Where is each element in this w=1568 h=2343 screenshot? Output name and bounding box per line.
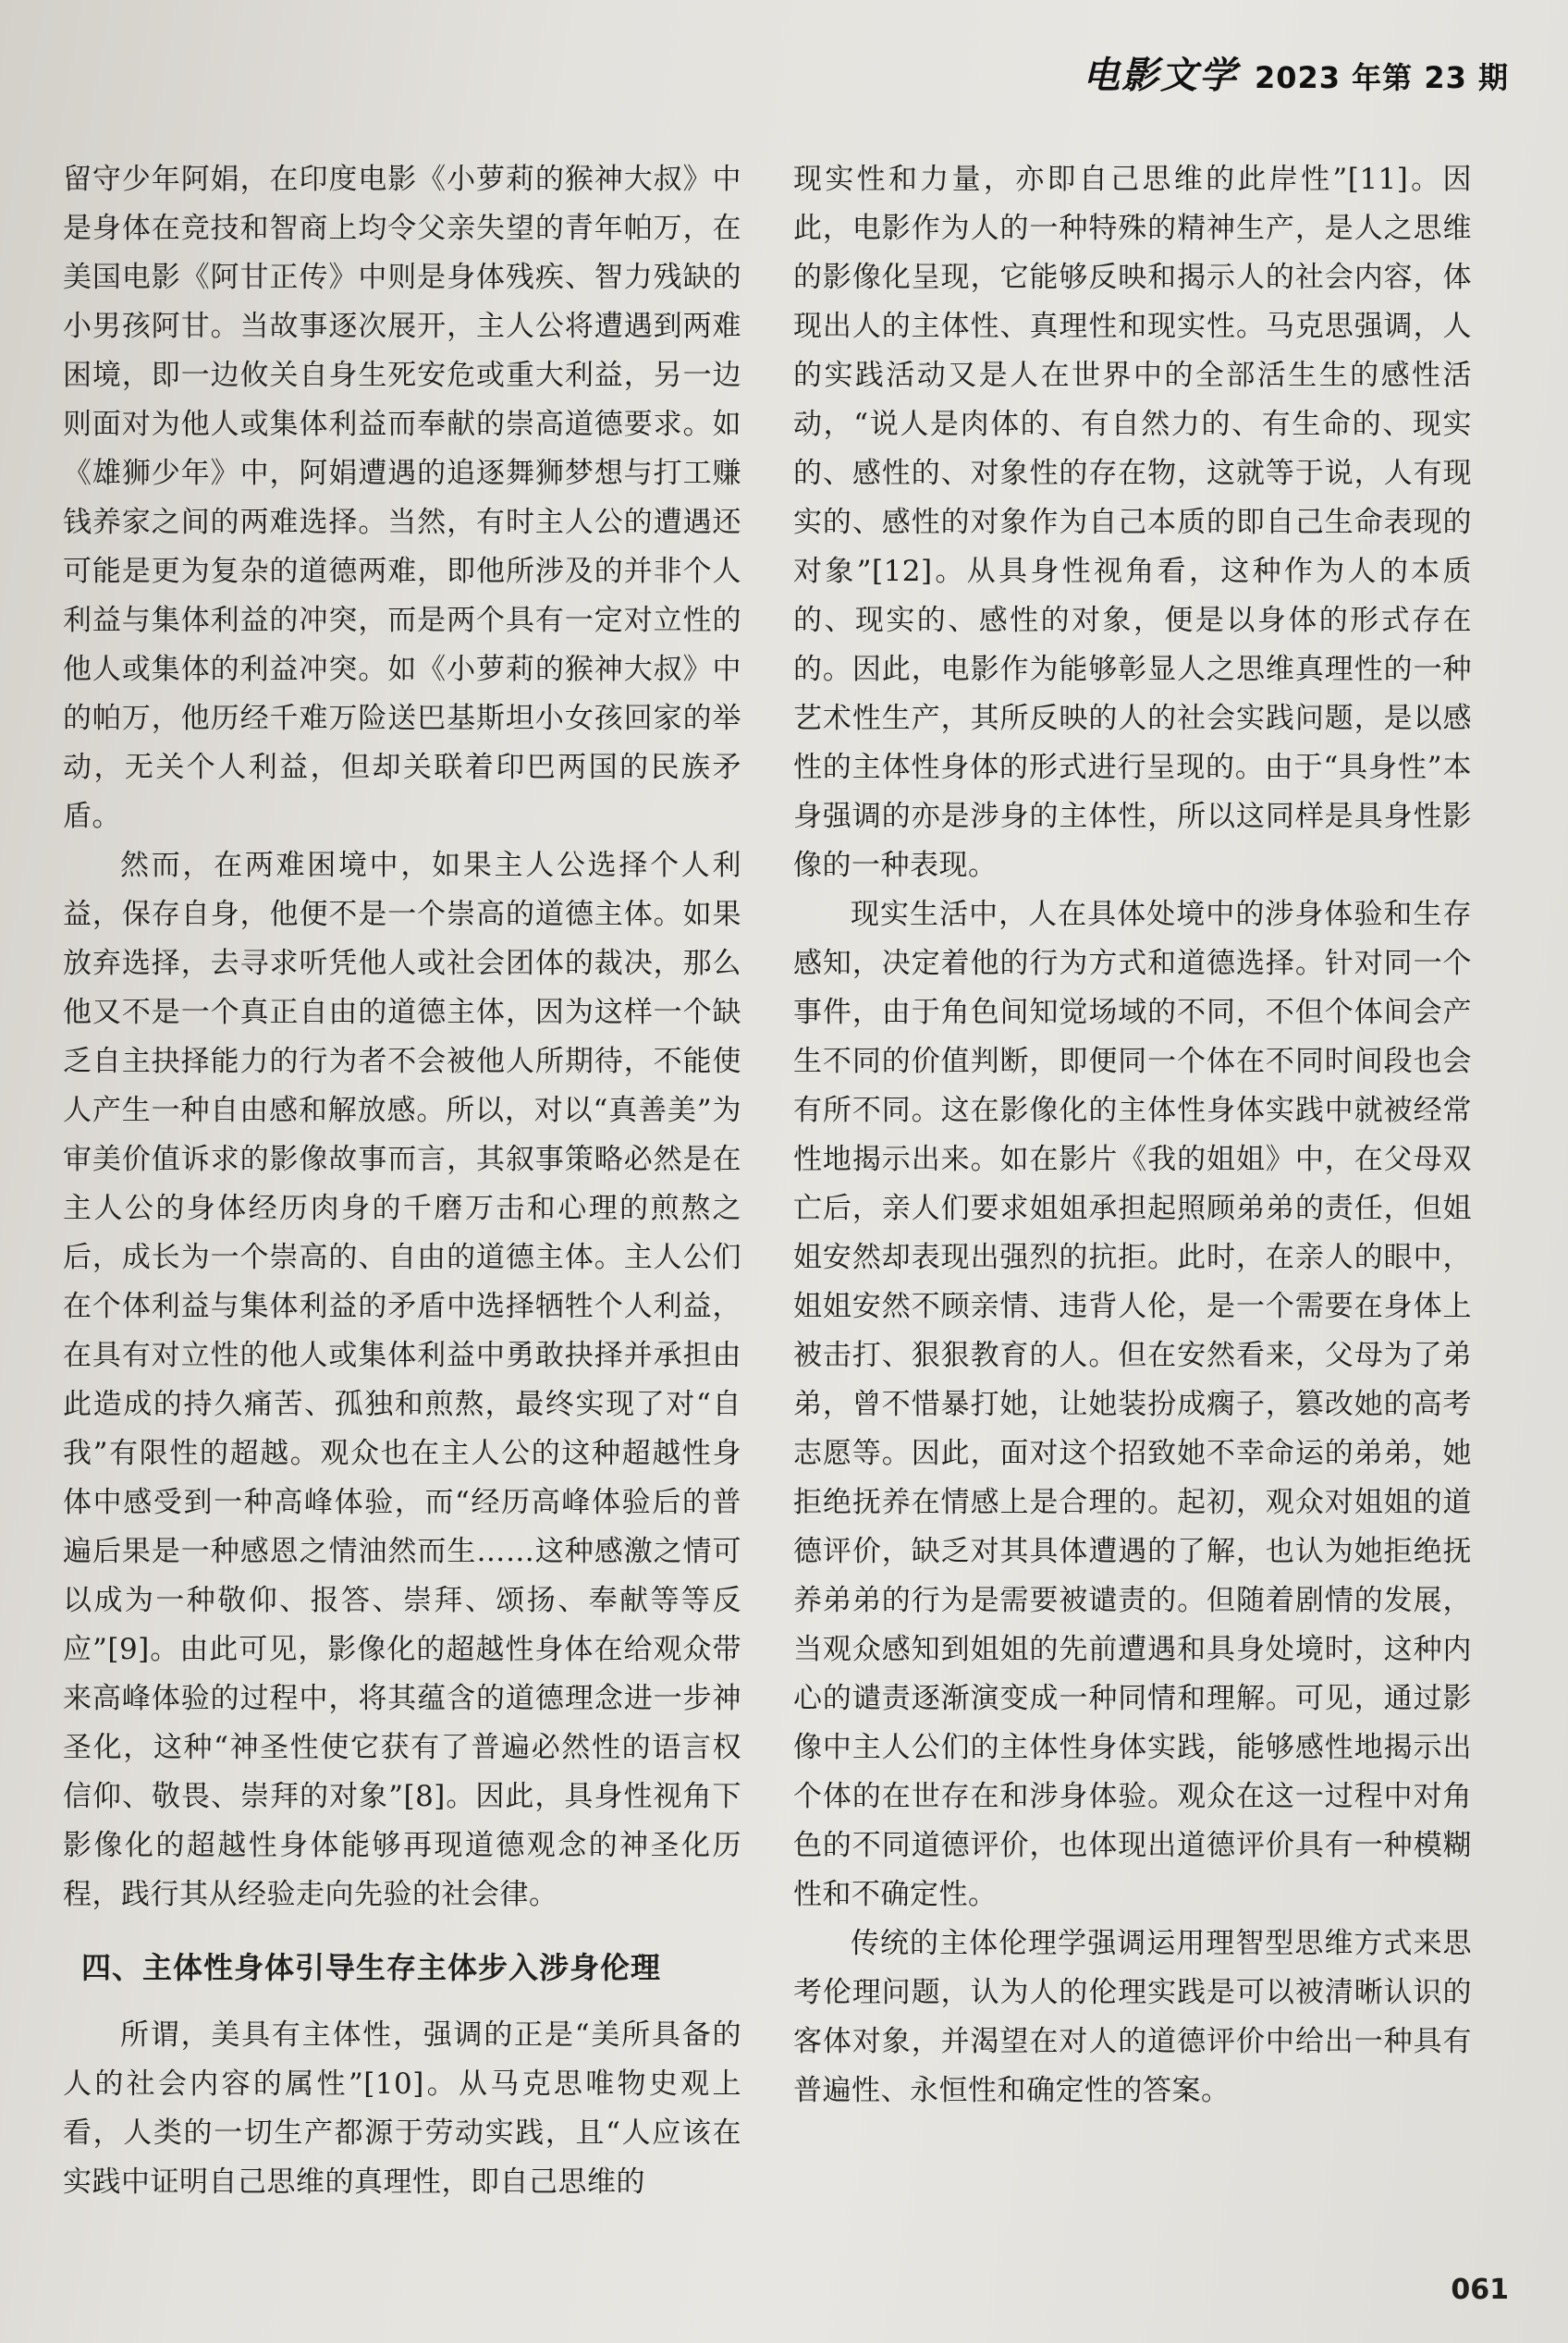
running-header xyxy=(1083,46,1509,99)
paragraph: 留守少年阿娟，在印度电影《小萝莉的猴神大叔》中是身体在竞技和智商上均令父亲失望的青年帕万，在美国电影《阿甘正传》中则是身体残疾、智力残缺的小男孩阿甘。当故事逐次展开，主人公将遭遇到两难困境，即一边攸关自身生死安危或重大利益，另一边则面对为他人或集体利益而奉献的崇高道德要求。如《雄狮少年》中，阿娟遭遇的追逐舞狮梦想与打工赚钱养家之间的两难选择。当然，有时主人公的遭遇还可能是更为复杂的道德两难，即他所涉及的并非个人利益与集体利益的冲突，而是两个具有一定对立性的他人或集体的利益冲突。如《小萝莉的猴神大叔》中的帕万，他历经千难万险送巴基斯坦小女孩回家的举动，无关个人利益，但却关联着印巴两国的民族矛盾。 xyxy=(63,163,741,833)
section-heading: 四、主体性身体引导生存主体步入涉身伦理 xyxy=(81,1950,662,1985)
journal-logo: 电影文学 xyxy=(1082,54,1238,97)
paragraph: 所谓，美具有主体性，强调的正是“美所具备的人的社会内容的属性”[10]。从马克思唯物史观上看，人类的一切生产都源于劳动实践，且“人应该在实践中证明自己思维的真理性，即自己思维的 xyxy=(63,2018,741,2199)
issue-number: 2023 年第 23 期 xyxy=(1254,60,1509,95)
page-number: 061 xyxy=(1451,2274,1509,2306)
left-column xyxy=(63,155,741,2207)
paragraph: 然而，在两难困境中，如果主人公选择个人利益，保存自身，他便不是一个崇高的道德主体。如果放弃选择，去寻求听凭他人或社会团体的裁决，那么他又不是一个真正自由的道德主体，因为这样一个缺乏自主抉择能力的行为者不会被他人所期待，不能使人产生一种自由感和解放感。所以，对以“真善美”为审美价值诉求的影像故事而言，其叙事策略必然是在主人公的身体经历肉身的千磨万击和心理的煎熬之后，成长为一个崇高的、自由的道德主体。主人公们在个体利益与集体利益的矛盾中选择牺牲个人利益，在具有对立性的他人或集体利益中勇敢抉择并承担由此造成的持久痛苦、孤独和煎熬，最终实现了对“自我”有限性的超越。观众也在主人公的这种超越性身体中感受到一种高峰体验，而“经历高峰体验后的普遍后果是一种感恩之情油然而生……这种感激之情可以成为一种敬仰、报答、崇拜、颂扬、奉献等等反应”[9]。由此可见，影像化的超越性身体在给观众带来高峰体验的过程中，将其蕴含的道德理念进一步神圣化，这种“神圣性使它获有了普遍必然性的语言权信仰、敬畏、崇拜的对象”[8]。因此，具身性视角下影像化的超越性身体能够再现道德观念的神圣化历程，践行其从经验走向先验的社会律。 xyxy=(63,849,741,1911)
paragraph: 现实生活中，人在具体处境中的涉身体验和生存感知，决定着他的行为方式和道德选择。针对同一个事件，由于角色间知觉场域的不同，不但个体间会产生不同的价值判断，即便同一个体在不同时间段也会有所不同。这在影像化的主体性身体实践中就被经常性地揭示出来。如在影片《我的姐姐》中，在父母双亡后，亲人们要求姐姐承担起照顾弟弟的责任，但姐姐安然却表现出强烈的抗拒。此时，在亲人的眼中，姐姐安然不顾亲情、违背人伦，是一个需要在身体上被击打、狠狠教育的人。但在安然看来，父母为了弟弟，曾不惜暴打她，让她装扮成瘸子，篡改她的高考志愿等。因此，面对这个招致她不幸命运的弟弟，她拒绝抚养在情感上是合理的。起初，观众对姐姐的道德评价，缺乏对其具体遭遇的了解，也认为她拒绝抚养弟弟的行为是需要被谴责的。但随着剧情的发展，当观众感知到姐姐的先前遭遇和具身处境时，这种内心的谴责逐渐演变成一种同情和理解。可见，通过影像中主人公们的主体性身体实践，能够感性地揭示出个体的在世存在和涉身体验。观众在这一过程中对角色的不同道德评价，也体现出道德评价具有一种模糊性和不确定性。 xyxy=(793,898,1472,1911)
right-column xyxy=(793,155,1472,2116)
paragraph: 传统的主体伦理学强调运用理智型思维方式来思考伦理问题，认为人的伦理实践是可以被清晰认识的客体对象，并渴望在对人的道德评价中给出一种具有普遍性、永恒性和确定性的答案。 xyxy=(793,1927,1472,2107)
paragraph: 现实性和力量，亦即自己思维的此岸性”[11]。因此，电影作为人的一种特殊的精神生产，是人之思维的影像化呈现，它能够反映和揭示人的社会内容，体现出人的主体性、真理性和现实性。马克思强调，人的实践活动又是人在世界中的全部活生生的感性活动，“说人是肉体的、有自然力的、有生命的、现实的、感性的、对象性的存在物，这就等于说，人有现实的、感性的对象作为自己本质的即自己生命表现的对象”[12]。从具身性视角看，这种作为人的本质的、现实的、感性的对象，便是以身体的形式存在的。因此，电影作为能够彰显人之思维真理性的一种艺术性生产，其所反映的人的社会实践问题，是以感性的主体性身体的形式进行呈现的。由于“具身性”本身强调的亦是涉身的主体性，所以这同样是具身性影像的一种表现。 xyxy=(793,163,1472,882)
